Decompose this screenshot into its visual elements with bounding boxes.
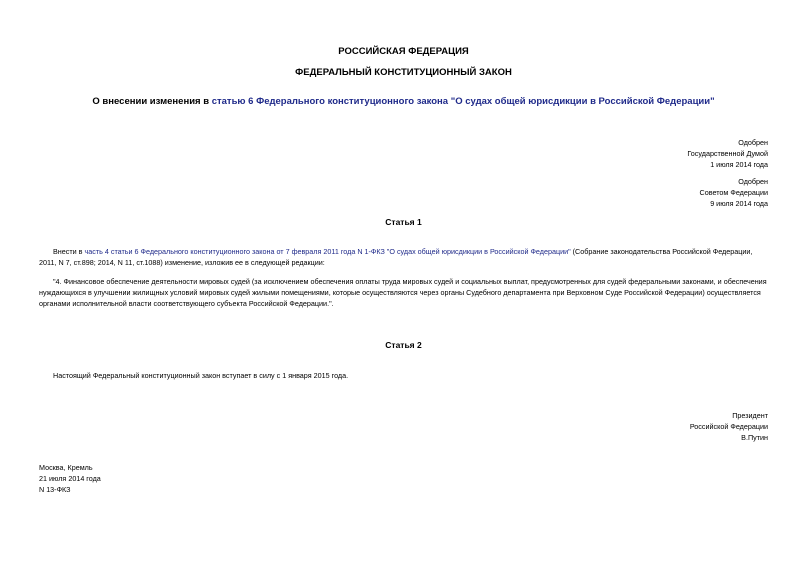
- signature-block: [508, 410, 768, 443]
- signature-name: В.Путин: [741, 433, 768, 442]
- country-heading: РОССИЙСКАЯ ФЕДЕРАЦИЯ: [338, 46, 469, 57]
- footer-place: Москва, Кремль: [39, 463, 93, 472]
- footer-date: 21 июля 2014 года: [39, 474, 101, 483]
- approval-duma: [508, 137, 768, 170]
- signature-position: Президент: [732, 411, 768, 420]
- approval-status: Одобрен: [738, 177, 768, 186]
- article-1-heading: Статья 1: [385, 217, 422, 227]
- article-1-intro: [39, 246, 768, 268]
- law-title: [0, 96, 807, 107]
- footer-block: [39, 462, 239, 495]
- article-1-intro-line-1: [39, 246, 768, 257]
- approval-status: Одобрен: [738, 138, 768, 147]
- approval-body: Государственной Думой: [687, 149, 768, 158]
- law-title-prefix: О внесении изменения в: [92, 96, 212, 107]
- article-1-intro-prefix: Внести в: [53, 247, 85, 256]
- article-1-intro-link[interactable]: часть 4 статьи 6 Федерального конституционного закона от 7 февраля 2011 года N 1-ФКЗ "О судах общей юрисдикции в Российской Федерации": [84, 247, 571, 256]
- footer-number: N 13-ФКЗ: [39, 485, 71, 494]
- article-1-quote-line-2: нуждающихся в улучшении жилищных условий мировых судей жилыми помещениями, которые осуществляются через органы Судебного департамента при Верховном Суде Российской Федерации) осуществляется: [39, 288, 761, 297]
- article-1-quote-line-3: органами исполнительной власти соответствующего субъекта Российской Федерации.".: [39, 299, 334, 308]
- article-2-heading: Статья 2: [385, 340, 422, 350]
- article-1-intro-suffix: (Собрание законодательства Российской Федерации,: [570, 247, 753, 256]
- approval-body: Советом Федерации: [699, 188, 768, 197]
- approval-date: 9 июля 2014 года: [710, 199, 768, 208]
- approval-date: 1 июля 2014 года: [710, 160, 768, 169]
- article-1-quote-line-1: "4. Финансовое обеспечение деятельности мировых судей (за исключением обеспечения оплаты труда мировых судей и социальных выплат, предусмотренных для судей федеральными законами, и обеспечения: [53, 277, 767, 286]
- article-1-quote: [39, 276, 768, 309]
- approval-federation-council: [508, 176, 768, 209]
- law-title-link[interactable]: статью 6 Федерального конституционного закона "О судах общей юрисдикции в Российской Федерации": [211, 96, 715, 107]
- signature-country: Российской Федерации: [689, 422, 768, 431]
- article-1-intro-line-2: 2011, N 7, ст.898; 2014, N 11, ст.1088) изменение, изложив ее в следующей редакции:: [39, 258, 325, 267]
- article-2-text: Настоящий Федеральный конституционный закон вступает в силу с 1 января 2015 года.: [53, 371, 349, 380]
- law-type-heading: ФЕДЕРАЛЬНЫЙ КОНСТИТУЦИОННЫЙ ЗАКОН: [295, 67, 512, 78]
